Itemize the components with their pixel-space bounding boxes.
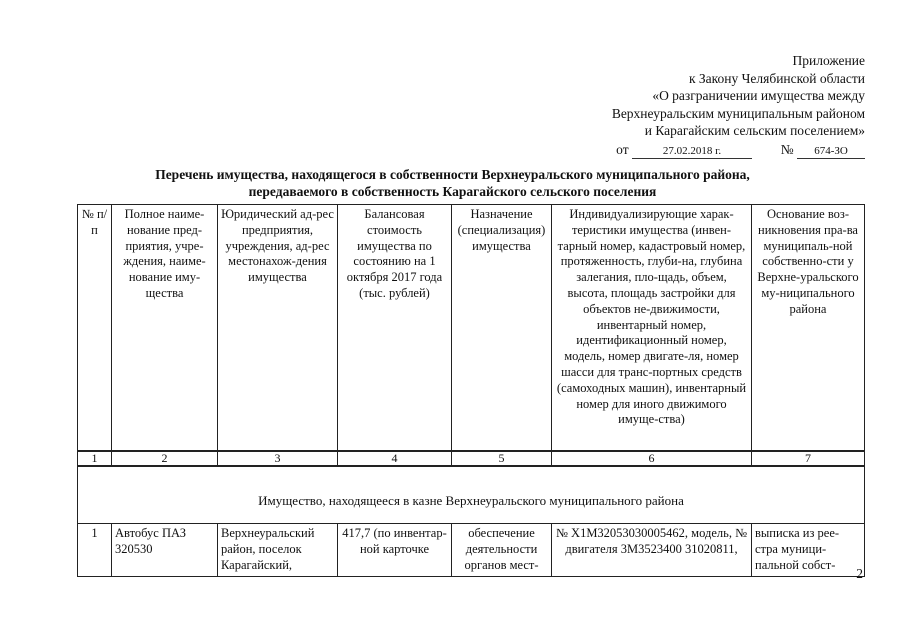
number-label: № bbox=[780, 141, 794, 157]
header-cell: Назначение (специализация) имущества bbox=[452, 205, 552, 452]
law-date-number bbox=[612, 141, 865, 159]
appendix-line: Верхнеуральским муниципальным районом bbox=[611, 105, 865, 121]
property-address: Верхнеуральский район, поселок Карагайский, bbox=[218, 524, 338, 577]
header-cell: Балансовая стоимость имущества по состоянию на 1 октября 2017 года (тыс. рублей) bbox=[338, 205, 452, 452]
section-title: Имущество, находящееся в казне Верхнеуральского муниципального района bbox=[78, 466, 865, 524]
header-cell: Индивидуализирующие харак-теристики имущества (инвен-тарный номер, кадастровый номер, протяженность, глуби-на, глубина залегания, пло-щадь, объем, высота, площадь застройки для объектов не-движимости, инвентарный номер, идентификационный номер, модель, номер двигате-ля, номер шасси для транс-портных средств (самоходных машин), инвентарный номер для иного движимого имуще-ства) bbox=[552, 205, 752, 452]
appendix-line: «О разграничении имущества между bbox=[652, 88, 865, 103]
property-name: Автобус ПАЗ 320530 bbox=[112, 524, 218, 577]
appendix-line: к Закону Челябинской области bbox=[688, 70, 865, 86]
appendix-header bbox=[612, 52, 865, 159]
column-number: 4 bbox=[338, 451, 452, 466]
property-purpose: обеспечение деятельности органов мест- bbox=[452, 524, 552, 577]
from-label: от bbox=[616, 141, 629, 157]
property-value: 417,7 (по инвентар-ной карточке bbox=[338, 524, 452, 577]
appendix-line: и Карагайским сельским поселением» bbox=[644, 123, 865, 138]
header-cell: Основание воз-никновения пра-ва муниципаль-ной собственно-сти у Верхне-уральского му-ниципального района bbox=[752, 205, 865, 452]
appendix-line: Приложение bbox=[792, 53, 865, 68]
property-basis: выписка из рее-стра муници-пальной собст- bbox=[752, 524, 865, 577]
law-number: 674-ЗО bbox=[797, 144, 865, 159]
column-number: 1 bbox=[78, 451, 112, 466]
column-number: 3 bbox=[218, 451, 338, 466]
page-number: 2 bbox=[856, 566, 863, 581]
document-title bbox=[0, 166, 905, 200]
column-number: 2 bbox=[112, 451, 218, 466]
section-row bbox=[78, 466, 865, 524]
title-line: передаваемого в собственность Карагайского сельского поселения bbox=[248, 184, 657, 199]
property-table bbox=[77, 204, 865, 577]
column-number-row bbox=[78, 451, 865, 466]
title-line: Перечень имущества, находящегося в собственности Верхнеуральского муниципального района, bbox=[155, 167, 750, 182]
property-characteristics: № X1M32053030005462, модель, № двигателя 3M3523400 31020811, bbox=[552, 524, 752, 577]
column-number: 6 bbox=[552, 451, 752, 466]
row-number: 1 bbox=[78, 524, 112, 577]
header-cell: № п/п bbox=[78, 205, 112, 452]
law-date: 27.02.2018 г. bbox=[632, 144, 752, 159]
header-cell: Юридический ад-рес предприятия, учреждения, ад-рес местонахож-дения имущества bbox=[218, 205, 338, 452]
header-cell: Полное наиме-нование пред-приятия, учре-ждения, наиме-нование иму-щества bbox=[112, 205, 218, 452]
column-number: 7 bbox=[752, 451, 865, 466]
column-number: 5 bbox=[452, 451, 552, 466]
table-row bbox=[78, 524, 865, 577]
table-header-row bbox=[78, 205, 865, 452]
